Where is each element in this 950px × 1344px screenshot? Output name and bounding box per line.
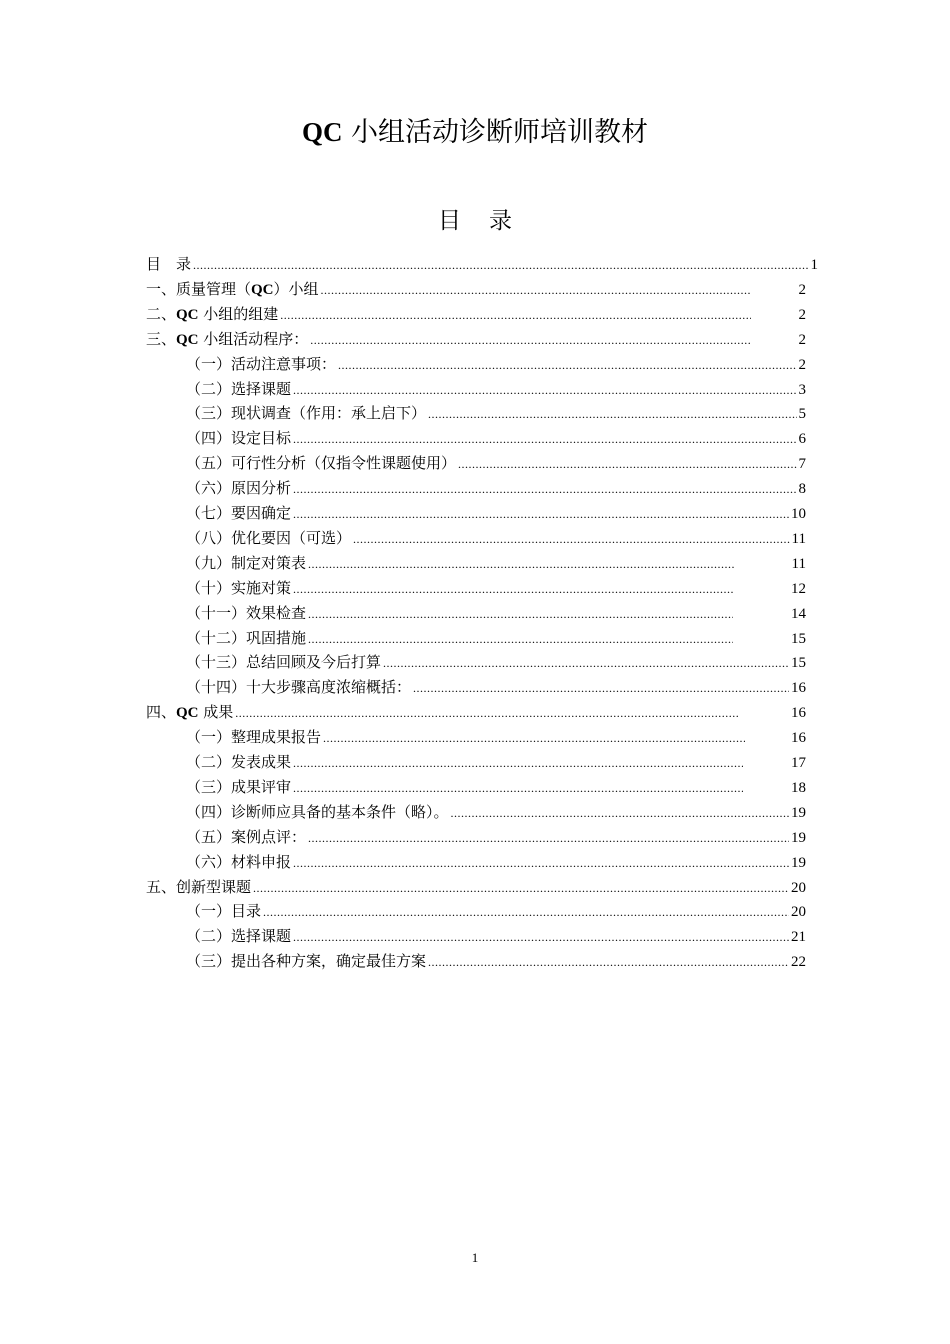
- toc-entry-label: [186, 352, 336, 377]
- toc-entry-label: [146, 327, 308, 353]
- toc-entry-page: 11: [791, 530, 806, 547]
- toc-entry[interactable]: [146, 252, 818, 277]
- toc-entry[interactable]: [186, 924, 806, 949]
- toc-entry[interactable]: [146, 875, 806, 900]
- toc-entry-label: [186, 401, 426, 426]
- toc-entry-label-text: （一）整理成果报告: [186, 728, 322, 747]
- toc-entry-page: 7: [798, 456, 806, 473]
- toc-entry-page: 19: [791, 804, 806, 821]
- toc-entry[interactable]: [186, 675, 806, 700]
- toc-entry-label-text: （四）诊断师应具备的基本条件（略）。: [186, 802, 449, 821]
- toc-entry-label-text: （十三）总结回顾及今后打算: [186, 653, 382, 672]
- toc-entry-label-text: （四）设定目标: [186, 429, 292, 448]
- document-title-rest: 小组活动诊断师培训教材: [342, 117, 649, 148]
- toc-dot-leader: [413, 676, 789, 701]
- toc-entry-page: 19: [791, 854, 806, 871]
- toc-entry-label: [186, 949, 426, 974]
- toc-entry-label: [146, 700, 233, 726]
- toc-entry-page: 17: [791, 755, 806, 771]
- toc-entry[interactable]: [186, 750, 806, 775]
- toc-entry-page: 21: [791, 929, 806, 946]
- toc-entry-page: 20: [791, 879, 806, 896]
- toc-entry-label-text: 一、质量管理（: [146, 279, 252, 298]
- toc-entry-label-text: （二）选择课题: [186, 927, 292, 946]
- toc-dot-leader: [253, 876, 789, 901]
- toc-entry-label-text: （十二）巩固措施: [186, 628, 307, 647]
- toc-dot-leader: [293, 925, 789, 950]
- toc-entry[interactable]: [146, 302, 806, 327]
- toc-dot-leader: [308, 826, 789, 851]
- toc-dot-leader: [293, 851, 789, 876]
- toc-dot-leader: [193, 253, 808, 278]
- toc-entry-label: [186, 526, 351, 551]
- toc-dot-leader: [428, 402, 796, 427]
- toc-entry-label: [146, 302, 278, 328]
- toc-entry-label-suffix: 小组活动程序：: [198, 329, 309, 348]
- toc-entry-page: 11: [791, 555, 806, 572]
- toc-dot-leader: [293, 427, 796, 452]
- toc-entry-label-text: （三）成果评审: [186, 777, 292, 796]
- toc-entry-label: [186, 650, 381, 675]
- toc-entry[interactable]: [186, 800, 806, 825]
- toc-dot-leader: [293, 577, 733, 602]
- toc-entry-label-text: （十四）十大步骤高度浓缩概括：: [186, 678, 412, 697]
- toc-entry-label: [146, 277, 319, 303]
- toc-entry-label-text: （六）材料申报: [186, 852, 292, 871]
- toc-entry-label: [186, 626, 306, 651]
- toc-entry-label-text: （一）活动注意事项：: [186, 354, 337, 373]
- toc-entry-label-text: 二、: [146, 304, 177, 323]
- toc-entry-label: [186, 825, 306, 850]
- toc-dot-leader: [428, 950, 789, 975]
- toc-dot-leader: [263, 900, 789, 925]
- toc-entry-label: [186, 775, 291, 800]
- toc-entry-label: [186, 750, 291, 775]
- toc-entry-page: 2: [798, 306, 806, 323]
- toc-entry-label-text: （六）原因分析: [186, 479, 292, 498]
- toc-entry[interactable]: [146, 327, 806, 352]
- toc-entry[interactable]: [186, 576, 806, 601]
- toc-entry-page: 10: [791, 506, 806, 522]
- toc-dot-leader: [451, 801, 789, 826]
- toc-entry-page: 2: [798, 331, 806, 348]
- toc-entry-page: 16: [791, 680, 806, 697]
- toc-entry[interactable]: [186, 352, 806, 377]
- toc-entry-label-qc: QC: [176, 705, 199, 722]
- toc-dot-leader: [293, 502, 789, 527]
- toc-entry-label-text: （五）可行性分析（仅指令性课题使用）: [186, 454, 457, 473]
- toc-entry-page: 16: [791, 705, 806, 722]
- toc-entry-page: 2: [798, 356, 806, 373]
- toc-entry-page: 2: [798, 281, 806, 298]
- toc-entry-label: [146, 875, 251, 900]
- toc-entry-page: 22: [791, 954, 806, 971]
- toc-entry-label: [186, 725, 321, 750]
- toc-entry-label-text: （七）要因确定: [186, 504, 292, 522]
- toc-entry-page: 1: [810, 257, 818, 273]
- toc-entry-label: [186, 501, 291, 526]
- document-title: [0, 112, 950, 153]
- toc-entry-page: 14: [791, 605, 806, 622]
- toc-entry-page: 18: [791, 779, 806, 796]
- toc-entry-page: 12: [791, 580, 806, 597]
- toc-dot-leader: [280, 303, 750, 328]
- toc-entry-page: 16: [791, 730, 806, 747]
- toc-entry-page: 6: [798, 431, 806, 448]
- document-title-prefix: QC: [301, 117, 343, 147]
- toc-entry-label-text: （二）发表成果: [186, 753, 292, 771]
- toc-entry-label: [146, 252, 191, 277]
- toc-dot-leader: [323, 726, 745, 751]
- toc-entry-label: [186, 601, 306, 626]
- toc-entry-label-text: （十）实施对策: [186, 578, 292, 597]
- toc-entry[interactable]: [186, 501, 806, 526]
- toc-entry[interactable]: [186, 775, 806, 800]
- toc-entry-label-text: 三、: [146, 329, 177, 348]
- toc-entry-label-text: 五、创新型课题: [146, 877, 252, 896]
- toc-entry-label: [186, 924, 291, 949]
- toc-entry-label-text: （十一）效果检查: [186, 603, 307, 622]
- toc-entry[interactable]: [186, 401, 806, 426]
- toc-entry-label-suffix: 成果: [198, 703, 234, 722]
- toc-entry-label: [186, 899, 261, 924]
- toc-entry[interactable]: [186, 377, 806, 402]
- toc-dot-leader: [293, 776, 743, 801]
- toc-entry-page: 8: [798, 481, 806, 498]
- toc-entry-label-qc: QC: [176, 306, 199, 323]
- toc-entry-label-qc: QC: [176, 331, 199, 348]
- toc-dot-leader: [308, 627, 733, 652]
- toc-entry[interactable]: [146, 700, 806, 725]
- toc-dot-leader: [308, 602, 733, 627]
- toc-entry[interactable]: [186, 899, 806, 924]
- toc-entry-label-text: （五）案例点评：: [186, 827, 307, 846]
- toc-entry-page: 15: [791, 630, 806, 647]
- toc-entry-label: [186, 426, 291, 451]
- toc-dot-leader: [458, 452, 796, 477]
- toc-dot-leader: [293, 477, 796, 502]
- toc-entry-label-qc: QC: [251, 281, 274, 298]
- toc-entry[interactable]: [186, 526, 806, 551]
- toc-entry[interactable]: [186, 626, 806, 651]
- toc-entry-label-text: （三）提出各种方案，确定最佳方案: [186, 952, 427, 971]
- toc-entry-label-text: （九）制定对策表: [186, 553, 307, 572]
- toc-entry[interactable]: [186, 426, 806, 451]
- toc-entry[interactable]: [186, 949, 806, 974]
- toc-dot-leader: [321, 278, 751, 303]
- toc-entry-label-text: 四、: [146, 703, 177, 722]
- toc-entry-label: [186, 576, 291, 601]
- toc-dot-leader: [293, 751, 743, 776]
- toc-entry-page: 3: [798, 381, 806, 398]
- toc-dot-leader: [338, 353, 796, 378]
- toc-entry-label: [186, 451, 456, 476]
- toc-entry[interactable]: [186, 650, 806, 675]
- toc-entry[interactable]: [146, 277, 806, 302]
- toc-entry-label-text: 目 录: [146, 255, 192, 273]
- toc-entry-page: 15: [791, 655, 806, 672]
- toc-entry-label-text: （三）现状调查（作用：承上启下）: [186, 404, 427, 423]
- toc-entry-page: 19: [791, 829, 806, 846]
- toc-entry-page: 20: [791, 904, 806, 921]
- toc-entry-label: [186, 850, 291, 875]
- toc-entry[interactable]: [186, 476, 806, 501]
- toc-entry-label-text: （二）选择课题: [186, 379, 292, 398]
- toc-entry-label: [186, 800, 449, 825]
- toc-entry-label-text: （八）优化要因（可选）: [186, 528, 352, 547]
- toc-dot-leader: [293, 378, 796, 403]
- toc-entry[interactable]: [186, 825, 806, 850]
- toc-entry-label: [186, 675, 411, 700]
- toc-entry-label: [186, 551, 306, 576]
- toc-dot-leader: [235, 701, 739, 726]
- toc-dot-leader: [308, 552, 734, 577]
- toc-entry[interactable]: [186, 451, 806, 476]
- toc-entry-label: [186, 377, 291, 402]
- toc-entry[interactable]: [186, 551, 806, 576]
- toc-dot-leader: [310, 328, 750, 353]
- toc-entry[interactable]: [186, 601, 806, 626]
- toc-entry-label-text: （一）目录: [186, 902, 262, 921]
- toc-entry[interactable]: [186, 725, 806, 750]
- toc-entry[interactable]: [186, 850, 806, 875]
- toc-entry-page: 5: [798, 406, 806, 423]
- toc-heading: 目录: [438, 208, 540, 234]
- toc-dot-leader: [383, 651, 789, 676]
- toc-entry-label-suffix: ）小组: [273, 279, 319, 298]
- toc-dot-leader: [353, 527, 790, 552]
- page-number: 1: [471, 1250, 479, 1265]
- toc-entry-label-suffix: 小组的组建: [198, 304, 279, 323]
- toc-entry-label: [186, 476, 291, 501]
